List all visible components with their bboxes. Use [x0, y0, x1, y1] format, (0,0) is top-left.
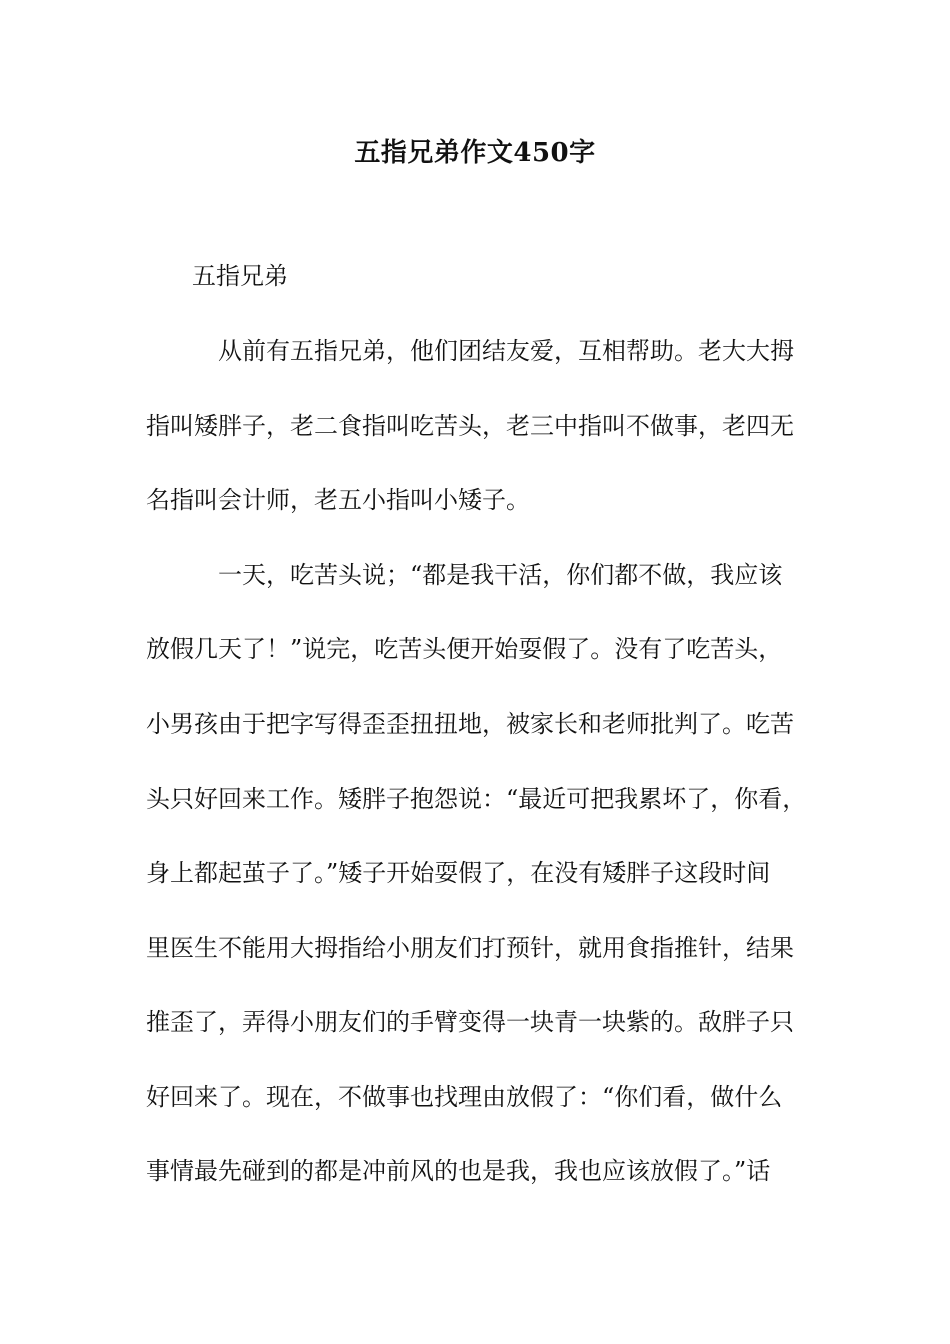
paragraph-line: 小男孩由于把字写得歪歪扭扭地，被家长和老师批判了。吃苦: [146, 710, 794, 738]
document-title: 五指兄弟作文450字: [354, 138, 596, 168]
paragraph-line: 头只好回来工作。矮胖子抱怨说：“最近可把我累坏了，你看，: [146, 785, 807, 813]
paragraph-line: 一天，吃苦头说；“都是我干活，你们都不做，我应该: [218, 561, 783, 589]
paragraph-line: 推歪了，弄得小朋友们的手臂变得一块青一块紫的。敌胖子只: [146, 1008, 794, 1036]
paragraph-line: 身上都起茧子了。”矮子开始耍假了，在没有矮胖子这段时间: [146, 859, 771, 887]
paragraph-line: 指叫矮胖子，老二食指叫吃苦头，老三中指叫不做事，老四无: [146, 412, 794, 440]
paragraph-line: 事情最先碰到的都是冲前风的也是我，我也应该放假了。”话: [146, 1157, 771, 1185]
paragraph-line: 里医生不能用大拇指给小朋友们打预针，就用食指推针，结果: [146, 934, 794, 962]
essay-heading: 五指兄弟: [192, 262, 288, 290]
paragraph-line: 好回来了。现在，不做事也找理由放假了：“你们看，做什么: [146, 1083, 783, 1111]
paragraph-line: 放假几天了！”说完，吃苦头便开始耍假了。没有了吃苦头，: [146, 635, 783, 663]
paragraph-line: 名指叫会计师，老五小指叫小矮子。: [146, 486, 530, 514]
paragraph-line: 从前有五指兄弟，他们团结友爱，互相帮助。老大大拇: [218, 337, 794, 365]
